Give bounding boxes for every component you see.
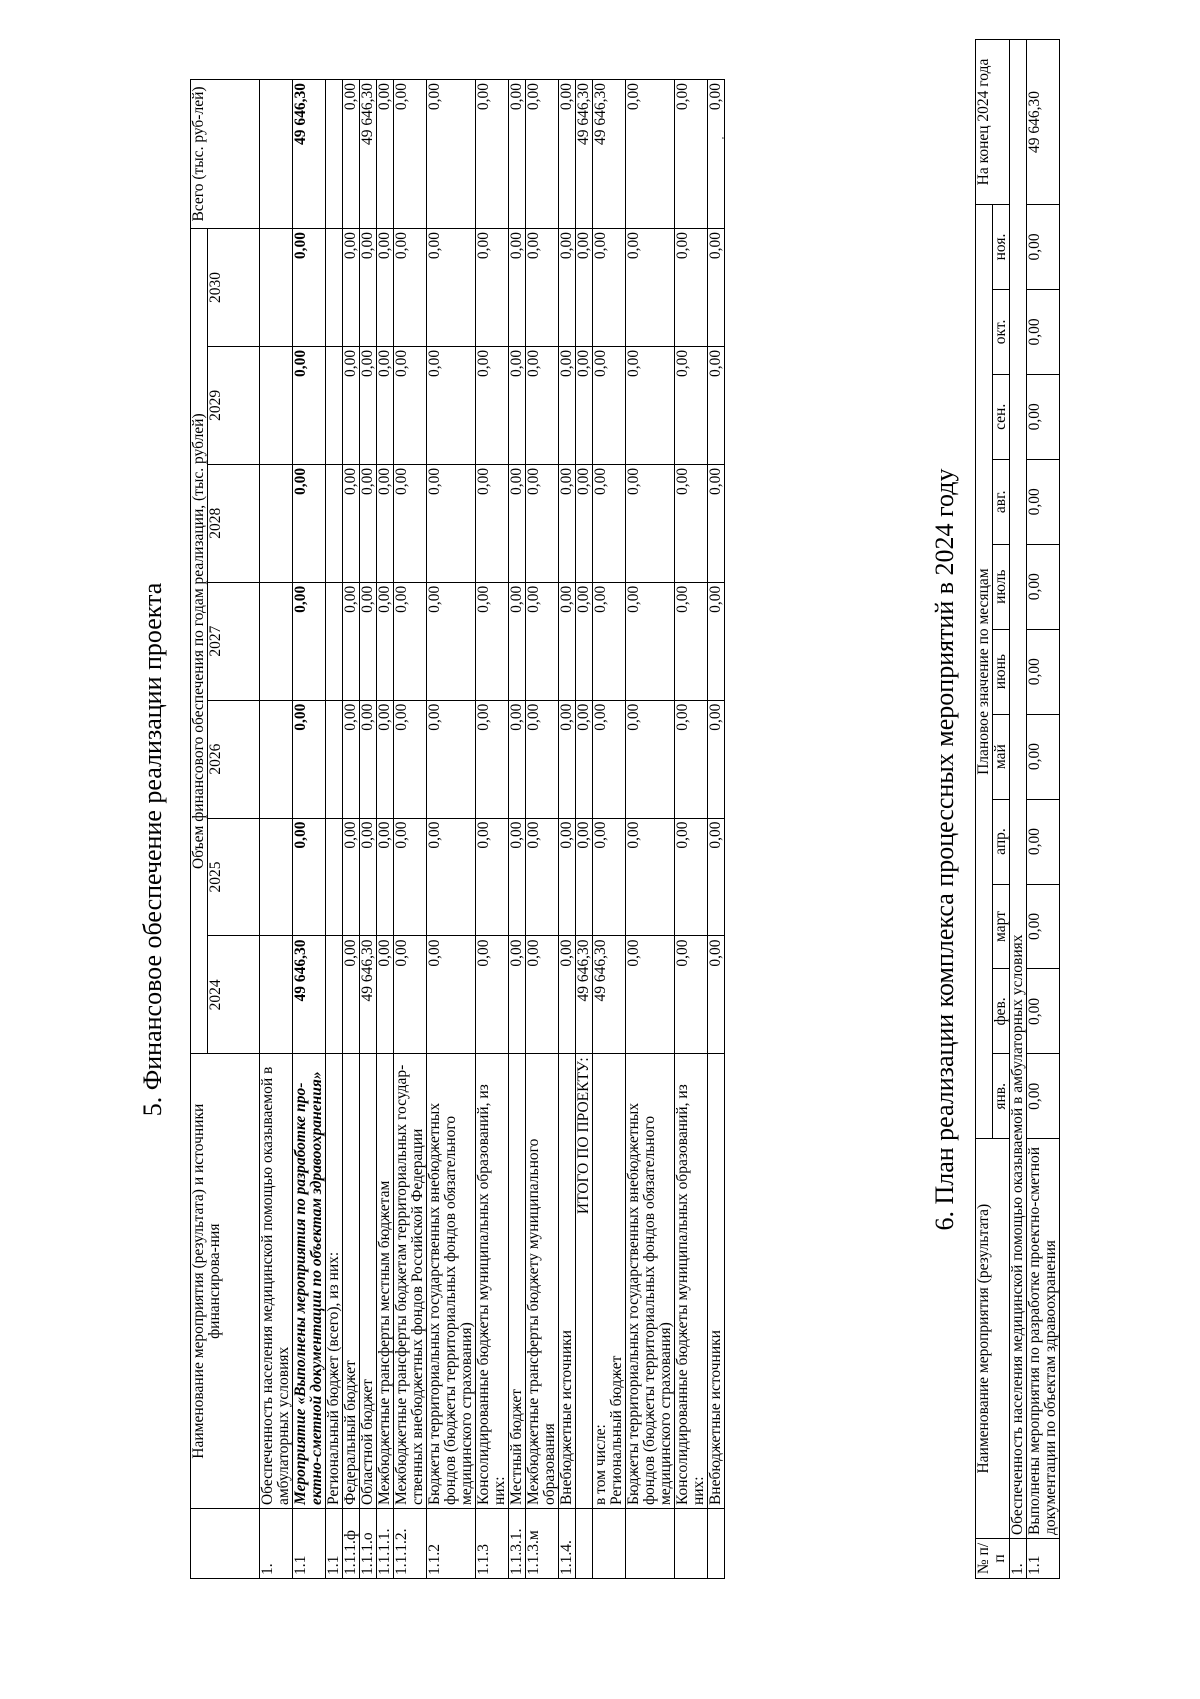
row-number: 1.1.1.ф xyxy=(343,1509,360,1579)
value-cell: 49 646,30 xyxy=(593,80,626,229)
value-cell: 0,00 xyxy=(394,346,427,464)
value-cell: 0,00 xyxy=(293,229,326,347)
table-row xyxy=(293,80,326,1579)
row-name: Областной бюджет xyxy=(360,1054,377,1509)
value-cell: 0,00 xyxy=(377,229,394,347)
value-cell: 49 646,30 xyxy=(576,936,593,1054)
value-cell: 0,00 xyxy=(626,936,675,1054)
value-cell: 0,00 xyxy=(626,229,675,347)
total-label: ИТОГО ПО ПРОЕКТУ: xyxy=(576,1054,593,1509)
value-cell: 0,00 xyxy=(1027,969,1060,1054)
total-row xyxy=(576,80,593,1579)
value-cell: 0,00 xyxy=(360,346,377,464)
total-sub-label xyxy=(593,1054,626,1509)
value-cell: 0,00 xyxy=(394,818,427,936)
value-cell: 0,00 xyxy=(293,346,326,464)
month-header: июль xyxy=(993,544,1010,629)
row-name: Консолидированные бюджеты муниципальных образований, из них: xyxy=(675,1054,708,1509)
row-number: 1.1.3 xyxy=(476,1509,509,1579)
value-cell: 0,00 xyxy=(1027,374,1060,459)
row-name: Внебюджетные источники xyxy=(708,1054,725,1509)
row-number: 1. xyxy=(1010,1539,1027,1579)
value-cell: 0,00 xyxy=(593,582,626,700)
value-cell: 0,00 xyxy=(675,936,708,1054)
row-name: Обеспеченность населения медицинской помощью оказываемой в амбулаторных условиях xyxy=(260,1054,293,1509)
month-header: июнь xyxy=(993,629,1010,714)
value-cell: 0,00 xyxy=(708,700,725,818)
value-cell: 0,00 xyxy=(526,346,559,464)
financing-volume-header: Объем финансового обеспечения по годам реализации, (тыс. рублей) xyxy=(191,229,208,1054)
table-row xyxy=(260,80,293,1579)
plan-num-header: № п/п xyxy=(976,1539,1010,1579)
value-cell: 0,00 xyxy=(427,229,476,347)
table-row xyxy=(526,80,559,1579)
value-cell: 0,00 xyxy=(509,936,526,1054)
total-subrow xyxy=(593,80,626,1579)
value-cell: 0,00 xyxy=(708,229,725,347)
row-number: 1.1 xyxy=(326,1509,343,1579)
table-row xyxy=(559,80,576,1579)
value-cell: 0,00 xyxy=(576,464,593,582)
month-header: апр. xyxy=(993,799,1010,884)
plan-months-header: Плановое значение по месяцам xyxy=(976,205,993,1139)
value-cell: 0,00 xyxy=(559,700,576,818)
value-cell: 0,00 xyxy=(526,464,559,582)
value-cell: 0,00 xyxy=(526,936,559,1054)
table-row xyxy=(343,80,360,1579)
value-cell: 0,00 xyxy=(1027,629,1060,714)
value-cell: 0,00 xyxy=(394,80,427,229)
value-cell: 0,00 xyxy=(377,582,394,700)
value-cell: 0,00 xyxy=(708,464,725,582)
value-cell: 0,00 xyxy=(427,582,476,700)
value-cell: 0,00 xyxy=(360,229,377,347)
row-name: Федеральный бюджет xyxy=(343,1054,360,1509)
value-cell: 0,00 xyxy=(559,229,576,347)
total-subrow xyxy=(675,80,708,1579)
value-cell: 0,00 xyxy=(476,464,509,582)
month-header: май xyxy=(993,714,1010,799)
value-cell: 0,00 xyxy=(593,346,626,464)
value-cell: 0,00 xyxy=(526,818,559,936)
value-cell: 0,00 xyxy=(360,700,377,818)
value-cell: 0,00 xyxy=(509,818,526,936)
row-name: Бюджеты территориальных государственных внебюджетных фондов (бюджеты территориальных фондов обязательного медицинского страхования) xyxy=(626,1054,675,1509)
value-cell: 0,00 xyxy=(675,700,708,818)
value-cell: 0,00 xyxy=(626,818,675,936)
year-header: 2029 xyxy=(208,346,260,464)
value-cell: 0,00 xyxy=(559,818,576,936)
value-cell: 0,00 xyxy=(377,936,394,1054)
table-row xyxy=(509,80,526,1579)
value-cell: 0,00 xyxy=(526,700,559,818)
value-cell: 0,00 xyxy=(394,700,427,818)
value-cell: 0,00 xyxy=(593,464,626,582)
value-cell: 0,00 xyxy=(343,700,360,818)
table-row xyxy=(326,80,343,1579)
value-cell: 0,00 xyxy=(476,700,509,818)
month-header: окт. xyxy=(993,289,1010,374)
value-cell: 0,00 xyxy=(526,80,559,229)
including-label: в том числе: xyxy=(592,1424,609,1506)
month-header: ноя. xyxy=(993,205,1010,290)
value-cell: 0,00 xyxy=(343,80,360,229)
value-cell: 0,00 xyxy=(360,818,377,936)
value-cell: 0,00 xyxy=(343,464,360,582)
row-name: Региональный бюджет (всего), из них: xyxy=(326,1054,343,1509)
value-cell: 0,00 xyxy=(576,582,593,700)
table-row xyxy=(360,80,377,1579)
value-cell: 0,00 xyxy=(675,346,708,464)
value-cell: 0,00 xyxy=(394,582,427,700)
value-cell: 0,00 xyxy=(427,700,476,818)
value-cell: 0,00 xyxy=(360,464,377,582)
row-number: 1.1.3.1. xyxy=(509,1509,526,1579)
month-header: янв. xyxy=(993,1054,1010,1139)
value-cell: 0,00 xyxy=(1027,1054,1060,1139)
row-number: 1.1.1.1. xyxy=(377,1509,394,1579)
value-cell: 49 646,30 xyxy=(293,80,326,229)
value-cell: 0,00 xyxy=(476,229,509,347)
value-cell: 0,00 xyxy=(476,80,509,229)
financing-name-header: Наименование мероприятия (результата) и источники финансирова-ния xyxy=(191,1054,260,1509)
value-cell: 0,00 xyxy=(1027,205,1060,290)
value-cell: 0,00 xyxy=(476,346,509,464)
value-cell: 0,00 xyxy=(509,80,526,229)
row-number: 1.1 xyxy=(1027,1539,1060,1579)
value-cell: 0,00 xyxy=(526,229,559,347)
row-name: Мероприятие «Выполнены мероприятия по разработке про-ектно-сметной документации по объектам здравоохранения» xyxy=(293,1054,326,1509)
value-cell: 0,00 xyxy=(708,936,725,1054)
value-cell: 0,00 xyxy=(509,582,526,700)
value-cell: 0,00 xyxy=(576,229,593,347)
value-cell: 0,00 xyxy=(526,582,559,700)
value-cell: 0,00 xyxy=(476,818,509,936)
value-cell: 0,00 xyxy=(559,346,576,464)
value-cell: 0,00 xyxy=(476,582,509,700)
value-cell: 0,00 xyxy=(343,582,360,700)
plan-name-header: Наименование мероприятия (результата) xyxy=(976,1139,1010,1539)
value-cell: 0,00 xyxy=(476,936,509,1054)
year-header: 2026 xyxy=(208,700,260,818)
value-cell: 0,00 xyxy=(675,80,708,229)
value-cell: 0,00 xyxy=(675,229,708,347)
value-cell: 0,00 xyxy=(293,582,326,700)
row-name: Выполнены мероприятия по разработке проектно-сметной документации по объектам здравоохранения xyxy=(1027,1139,1060,1539)
row-number: 1.1.1.о xyxy=(360,1509,377,1579)
value-cell: 0,00 xyxy=(509,464,526,582)
plan-header-row xyxy=(976,40,993,1579)
table-row xyxy=(427,80,476,1579)
value-cell: 0,00 xyxy=(708,80,725,229)
year-header: 2030 xyxy=(208,229,260,347)
table-row xyxy=(377,80,394,1579)
value-cell: 0,00 xyxy=(427,80,476,229)
year-header: 2025 xyxy=(208,818,260,936)
financing-header-row xyxy=(191,80,208,1579)
plan-table xyxy=(975,39,1060,1579)
value-cell: 0,00 xyxy=(559,464,576,582)
value-cell: 0,00 xyxy=(394,229,427,347)
row-number: 1.1 xyxy=(293,1509,326,1579)
row-name: Межбюджетные трансферты бюджетам территориальных государ-ственных внебюджетных фондов Российской Федерации xyxy=(394,1054,427,1509)
value-cell: 0,00 xyxy=(708,818,725,936)
value-cell: 0,00 xyxy=(343,229,360,347)
row-name: Межбюджетные трансферты бюджету муниципального образования xyxy=(526,1054,559,1509)
row-name: Обеспеченность населения медицинской помощью оказываемой в амбулаторных условиях xyxy=(1010,40,1027,1539)
row-name: Бюджеты территориальных государственных внебюджетных фондов (бюджеты территориальных фондов обязательного медицинского страхования) xyxy=(427,1054,476,1509)
row-name: Местный бюджет xyxy=(509,1054,526,1509)
month-header: фев. xyxy=(993,969,1010,1054)
value-cell: 0,00 xyxy=(293,818,326,936)
value-cell: 0,00 xyxy=(360,582,377,700)
value-cell: 0,00 xyxy=(377,818,394,936)
value-cell: 0,00 xyxy=(1027,459,1060,544)
value-cell: 0,00 xyxy=(293,700,326,818)
table-row xyxy=(476,80,509,1579)
value-cell: 0,00 xyxy=(626,700,675,818)
value-cell: 0,00 xyxy=(626,346,675,464)
value-cell: 0,00 xyxy=(675,464,708,582)
value-cell: 0,00 xyxy=(593,229,626,347)
value-cell: 0,00 xyxy=(1027,544,1060,629)
month-header: март xyxy=(993,884,1010,969)
row-number: 1.1.2 xyxy=(427,1509,476,1579)
financing-table xyxy=(190,79,725,1579)
table-row xyxy=(394,80,427,1579)
value-cell: 0,00 xyxy=(343,346,360,464)
value-cell: 0,00 xyxy=(509,229,526,347)
value-cell: 49 646,30 xyxy=(576,80,593,229)
regional-budget-label: Региональный бюджет xyxy=(608,1355,625,1506)
value-cell: 0,00 xyxy=(593,818,626,936)
section6-title: 6. План реализации комплекса процессных мероприятий в 2024 году xyxy=(930,468,959,1231)
row-number: 1.1.1.2. xyxy=(394,1509,427,1579)
value-cell: 0,00 xyxy=(427,818,476,936)
row-number: 1. xyxy=(260,1509,293,1579)
value-cell: 0,00 xyxy=(626,80,675,229)
value-cell: 0,00 xyxy=(377,464,394,582)
value-cell: 0,00 xyxy=(593,700,626,818)
value-cell: 0,00 xyxy=(675,818,708,936)
value-cell: 0,00 xyxy=(559,936,576,1054)
plan-end-header: На конец 2024 года xyxy=(976,40,1010,205)
year-header: 2024 xyxy=(208,936,260,1054)
value-cell: 0,00 xyxy=(708,582,725,700)
month-header: сен. xyxy=(993,374,1010,459)
value-cell: 0,00 xyxy=(626,582,675,700)
total-subrow xyxy=(626,80,675,1579)
year-header: 2028 xyxy=(208,464,260,582)
row-number: 1.1.4. xyxy=(559,1509,576,1579)
value-cell: 0,00 xyxy=(509,346,526,464)
value-cell: 0,00 xyxy=(1027,714,1060,799)
value-cell: 0,00 xyxy=(675,582,708,700)
year-header: 2027 xyxy=(208,582,260,700)
section5-title: 5. Финансовое обеспечение реализации проекта xyxy=(138,582,167,1117)
value-cell: 0,00 xyxy=(293,464,326,582)
financing-total-header: Всего (тыс. руб-лей) xyxy=(191,80,260,229)
value-cell: 0,00 xyxy=(427,346,476,464)
value-cell: 49 646,30 xyxy=(360,936,377,1054)
value-cell: 0,00 xyxy=(576,700,593,818)
value-cell: 0,00 xyxy=(427,936,476,1054)
value-cell: 0,00 xyxy=(1027,799,1060,884)
value-cell: 0,00 xyxy=(509,700,526,818)
value-cell: 0,00 xyxy=(576,818,593,936)
row-number: 1.1.3.м xyxy=(526,1509,559,1579)
value-cell: 0,00 xyxy=(626,464,675,582)
total-subrow xyxy=(708,80,725,1579)
value-cell: 0,00 xyxy=(1027,884,1060,969)
value-cell: 0,00 xyxy=(576,346,593,464)
row-name: Консолидированные бюджеты муниципальных образований, из них: xyxy=(476,1054,509,1509)
month-header: авг. xyxy=(993,459,1010,544)
value-cell: 49 646,30 xyxy=(360,80,377,229)
table-row xyxy=(1010,40,1027,1579)
value-cell: 0,00 xyxy=(394,936,427,1054)
margin-mark: ' xyxy=(720,137,732,139)
value-cell: 0,00 xyxy=(559,582,576,700)
row-name: Внебюджетные источники xyxy=(559,1054,576,1509)
value-cell: 0,00 xyxy=(394,464,427,582)
value-cell: 49 646,30 xyxy=(293,936,326,1054)
value-cell: 0,00 xyxy=(708,346,725,464)
value-cell: 0,00 xyxy=(377,700,394,818)
value-cell: 0,00 xyxy=(343,818,360,936)
row-name: Межбюджетные трансферты местным бюджетам xyxy=(377,1054,394,1509)
table-row xyxy=(1027,40,1060,1579)
value-cell: 0,00 xyxy=(377,80,394,229)
value-cell: 0,00 xyxy=(559,80,576,229)
value-cell: 0,00 xyxy=(1027,289,1060,374)
value-cell: 0,00 xyxy=(427,464,476,582)
end-value-cell: 49 646,30 xyxy=(1027,40,1060,205)
value-cell: 0,00 xyxy=(343,936,360,1054)
value-cell: 49 646,30 xyxy=(593,936,626,1054)
value-cell: 0,00 xyxy=(377,346,394,464)
